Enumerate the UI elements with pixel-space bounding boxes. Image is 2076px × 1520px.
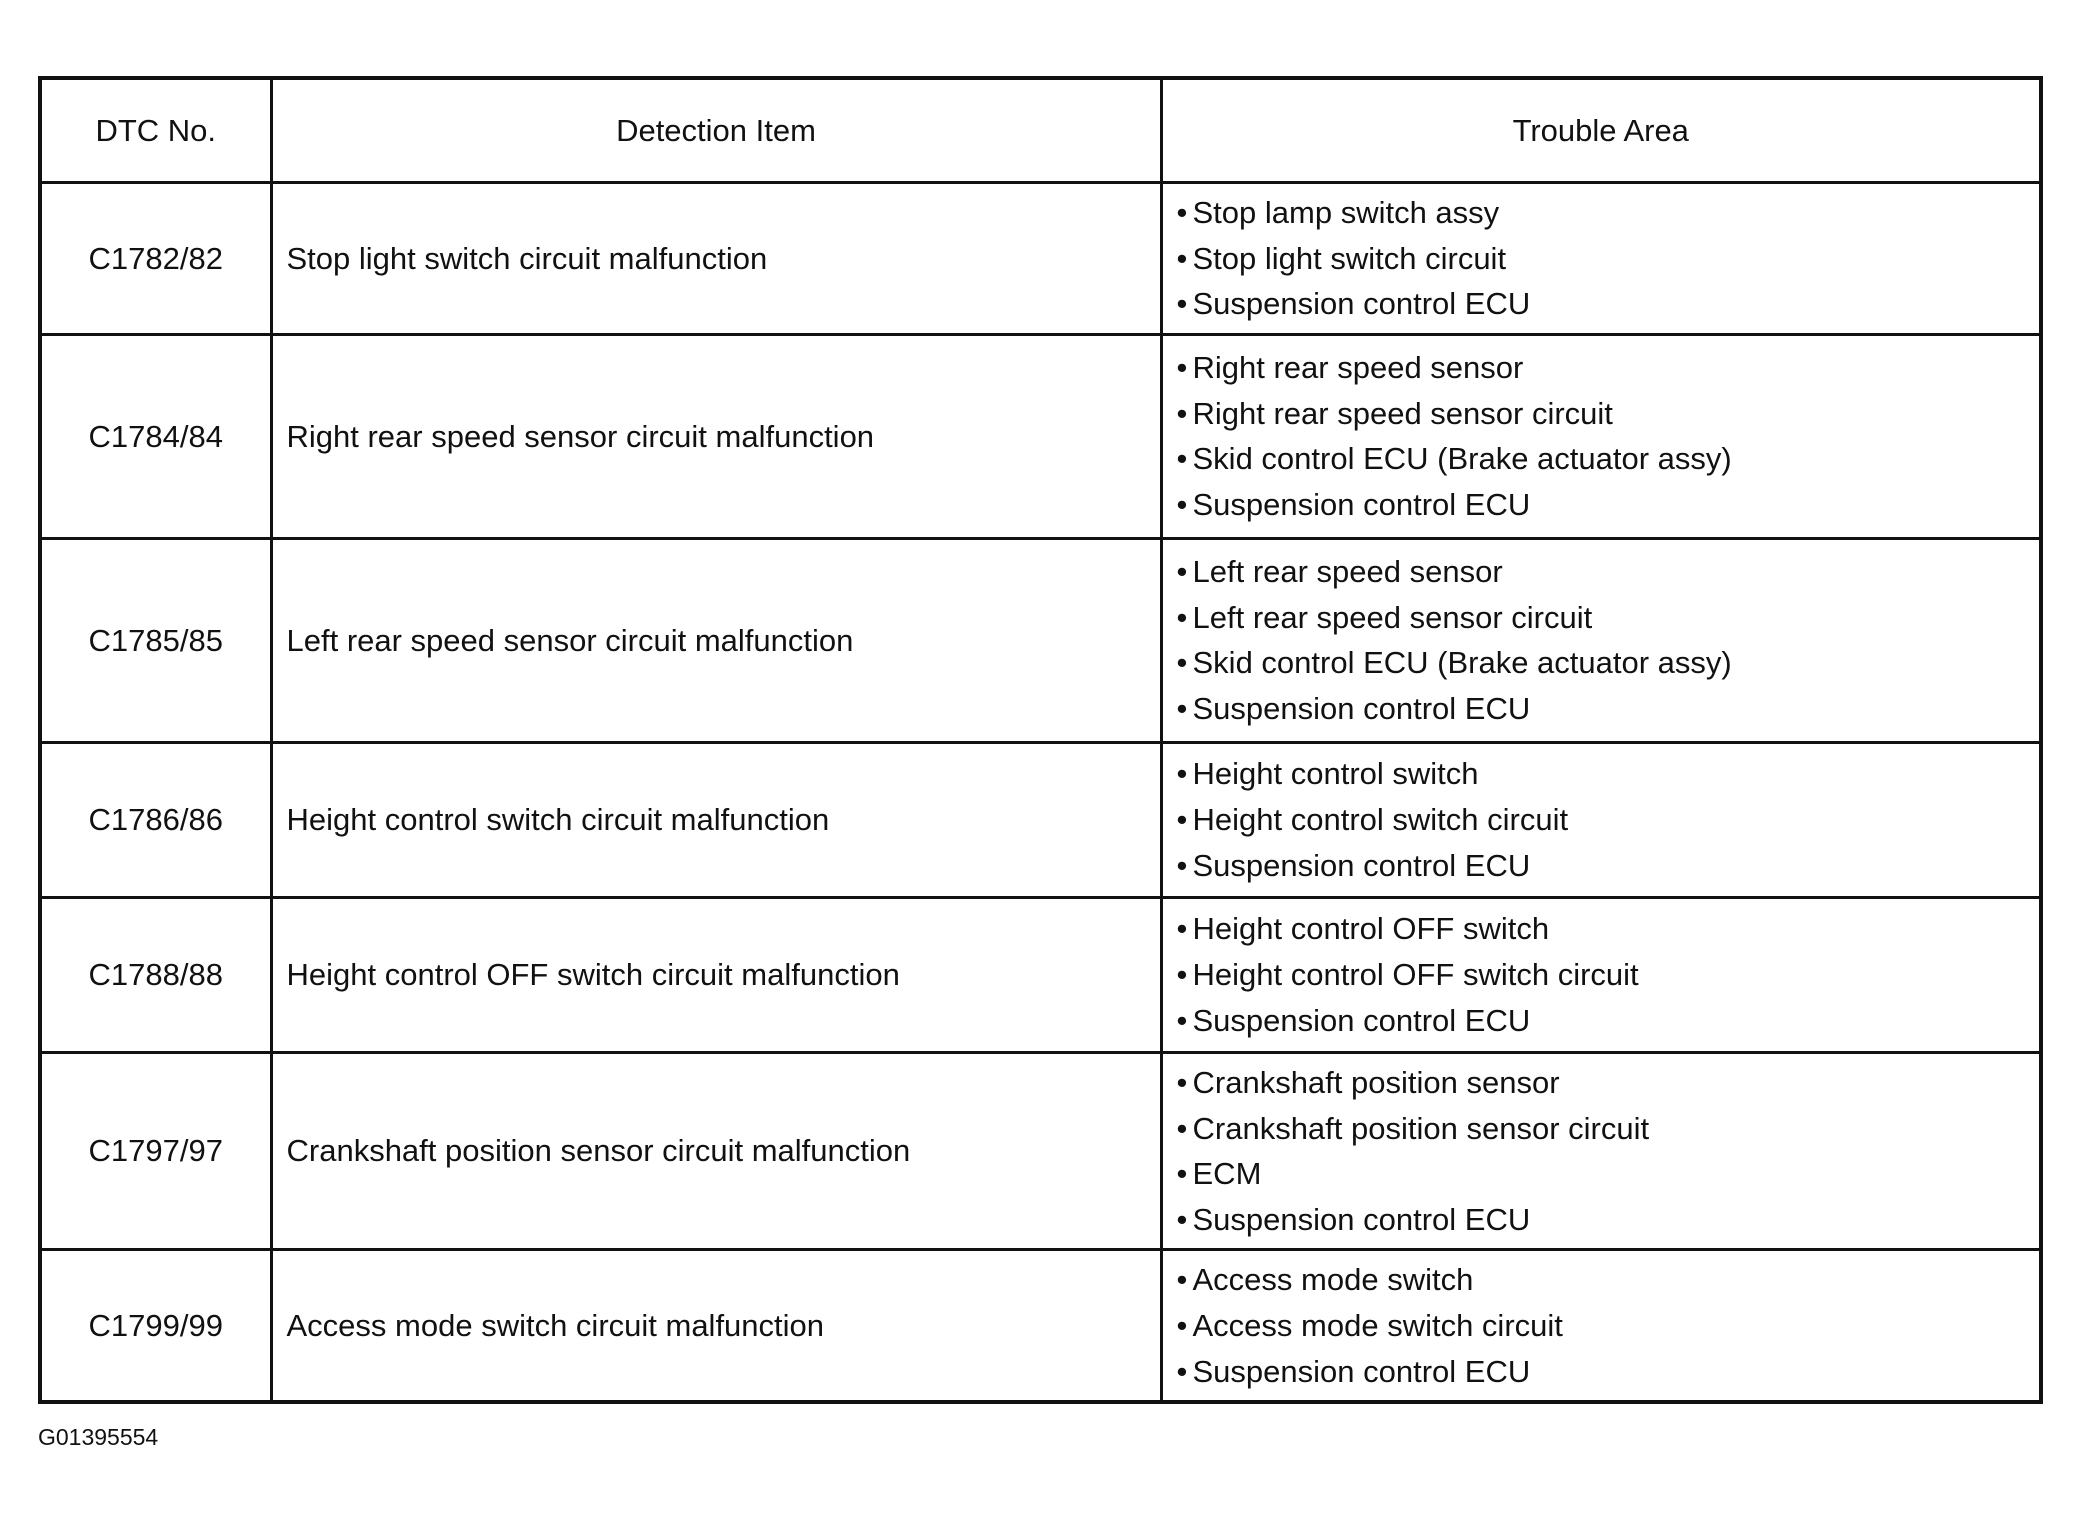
detection-item-cell: Left rear speed sensor circuit malfunction [271, 538, 1161, 742]
detection-item-cell: Height control switch circuit malfunction [271, 742, 1161, 897]
dtc-number-cell: C1788/88 [40, 897, 271, 1052]
trouble-area-list [1177, 1060, 2026, 1243]
trouble-area-item: • Height control switch [1177, 751, 2026, 797]
detection-item-cell: Access mode switch circuit malfunction [271, 1250, 1161, 1402]
trouble-area-item: • Stop light switch circuit [1177, 236, 2026, 282]
detection-item-cell: Right rear speed sensor circuit malfunction [271, 334, 1161, 538]
trouble-area-list [1177, 751, 2026, 888]
table-row [40, 334, 2041, 538]
dtc-number-cell: C1797/97 [40, 1052, 271, 1250]
detection-item-cell: Stop light switch circuit malfunction [271, 183, 1161, 335]
trouble-area-item: • Suspension control ECU [1177, 843, 2026, 889]
header-trouble-area: Trouble Area [1161, 78, 2041, 183]
trouble-area-item: • Stop lamp switch assy [1177, 190, 2026, 236]
trouble-area-item: • Suspension control ECU [1177, 686, 2026, 732]
trouble-area-list [1177, 345, 2026, 528]
trouble-area-item: • Suspension control ECU [1177, 281, 2026, 327]
trouble-area-item: • Skid control ECU (Brake actuator assy) [1177, 640, 2026, 686]
trouble-area-item: • Skid control ECU (Brake actuator assy) [1177, 436, 2026, 482]
trouble-area-item: • Right rear speed sensor [1177, 345, 2026, 391]
trouble-area-list [1177, 190, 2026, 327]
trouble-area-cell [1161, 1250, 2041, 1402]
trouble-area-item: • Crankshaft position sensor circuit [1177, 1106, 2026, 1152]
table-row [40, 897, 2041, 1052]
dtc-number-cell: C1799/99 [40, 1250, 271, 1402]
trouble-area-item: • Right rear speed sensor circuit [1177, 391, 2026, 437]
dtc-number-cell: C1784/84 [40, 334, 271, 538]
dtc-number-cell: C1786/86 [40, 742, 271, 897]
trouble-area-item: • Left rear speed sensor circuit [1177, 595, 2026, 641]
trouble-area-item: • Crankshaft position sensor [1177, 1060, 2026, 1106]
detection-item-cell: Height control OFF switch circuit malfunction [271, 897, 1161, 1052]
table-row [40, 1250, 2041, 1402]
header-row [40, 78, 2041, 183]
trouble-area-item: • Suspension control ECU [1177, 1197, 2026, 1243]
trouble-area-item: • Height control OFF switch circuit [1177, 952, 2026, 998]
trouble-area-list [1177, 549, 2026, 732]
trouble-area-item: • Height control switch circuit [1177, 797, 2026, 843]
trouble-area-list [1177, 906, 2026, 1043]
table-row [40, 538, 2041, 742]
trouble-area-cell [1161, 742, 2041, 897]
dtc-number-cell: C1785/85 [40, 538, 271, 742]
trouble-area-cell [1161, 897, 2041, 1052]
trouble-area-cell [1161, 1052, 2041, 1250]
dtc-number-cell: C1782/82 [40, 183, 271, 335]
table-row [40, 742, 2041, 897]
table-header [40, 78, 2041, 183]
trouble-area-item: • Suspension control ECU [1177, 998, 2026, 1044]
trouble-area-cell [1161, 334, 2041, 538]
table-row [40, 1052, 2041, 1250]
trouble-area-cell [1161, 538, 2041, 742]
trouble-area-item: • Suspension control ECU [1177, 482, 2026, 528]
trouble-area-item: • Suspension control ECU [1177, 1349, 2026, 1395]
trouble-area-list [1177, 1257, 2026, 1394]
trouble-area-item: • Access mode switch [1177, 1257, 2026, 1303]
trouble-area-item: • Height control OFF switch [1177, 906, 2026, 952]
trouble-area-item: • ECM [1177, 1151, 2026, 1197]
dtc-table [38, 76, 2043, 1404]
trouble-area-item: • Access mode switch circuit [1177, 1303, 2026, 1349]
table-body [40, 183, 2041, 1403]
figure-id: G01395554 [38, 1424, 159, 1450]
trouble-area-item: • Left rear speed sensor [1177, 549, 2026, 595]
table-row [40, 183, 2041, 335]
header-dtc-no: DTC No. [40, 78, 271, 183]
trouble-area-cell [1161, 183, 2041, 335]
detection-item-cell: Crankshaft position sensor circuit malfunction [271, 1052, 1161, 1250]
header-detection-item: Detection Item [271, 78, 1161, 183]
